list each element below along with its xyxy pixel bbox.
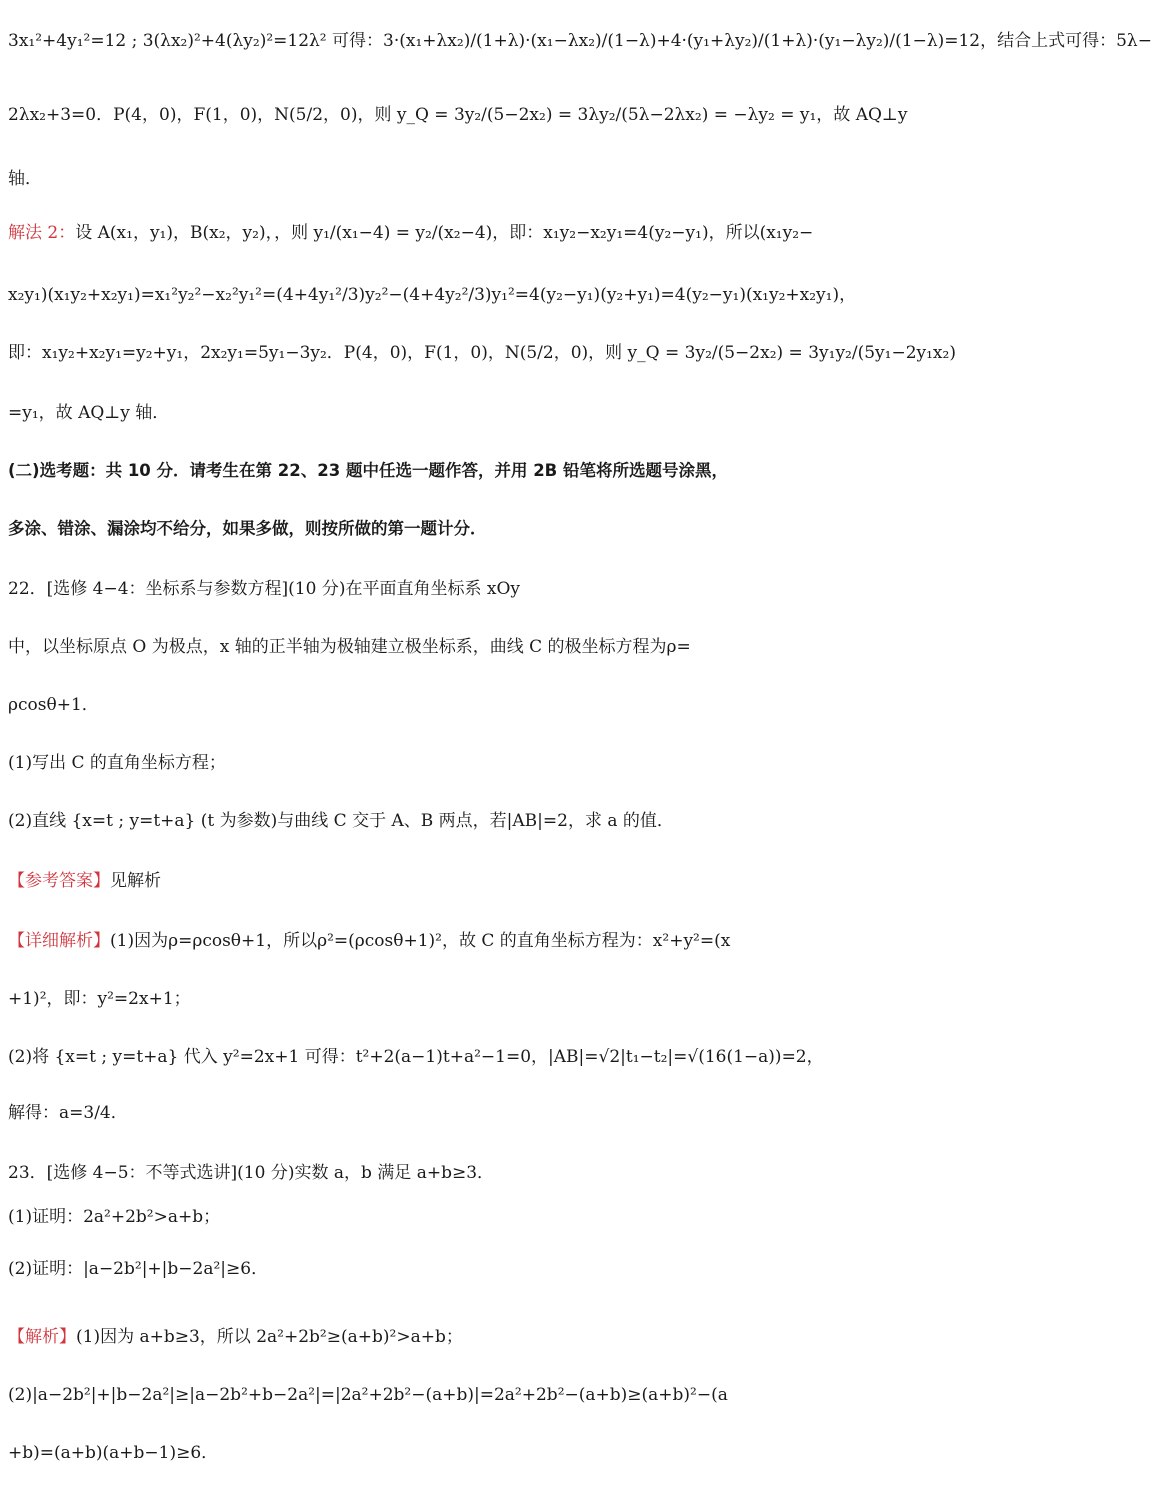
line-text: +1)²，即：y²=2x+1； (8, 989, 191, 1009)
line-text: (2)将 {x=t ; y=t+a} 代入 y²=2x+1 可得：t²+2(a−1)t+a²−1=0，|AB|=√2|t₁−t₂|=√(16(1−a))=2， (8, 1047, 824, 1067)
text-line (8, 1046, 824, 1068)
text-line (8, 752, 794, 774)
question-title (8, 1162, 794, 1184)
line-text: 多涂、错涂、漏涂均不给分，如果多做，则按所做的第一题计分． (8, 519, 487, 538)
line-text: +b)=(a+b)(a+b−1)≥6． (8, 1443, 219, 1463)
text-line (8, 104, 908, 126)
text-line (8, 342, 956, 364)
text-line (8, 1102, 794, 1124)
text-line (8, 168, 794, 190)
text-line (8, 810, 794, 832)
text-line (8, 694, 794, 716)
section-heading (8, 460, 794, 482)
line-text: x₂y₁)(x₁y₂+x₂y₁)=x₁²y₂²−x₂²y₁²=(4+4y₁²/3)y₂²−(4+4y₂²/3)y₁²=4(y₂−y₁)(y₂+y₁)=4(y₂−y₁)(x₁y₂+x₂y₁)， (8, 285, 857, 305)
line-text: (1)因为 a+b≥3，所以 2a²+2b²≥(a+b)²>a+b； (76, 1327, 463, 1347)
text-line (8, 988, 794, 1010)
detailed-solution-label: 【详细解析】 (8, 931, 110, 951)
line-text: 中，以坐标原点 O 为极点，x 轴的正半轴为极轴建立极坐标系，曲线 C 的极坐标方程为ρ= (8, 637, 691, 657)
answer-label: 【参考答案】 (8, 871, 110, 891)
line-text: 设 A(x₁，y₁)，B(x₂，y₂)，，则 y₁/(x₁−4) = y₂/(x₂−4)，即：x₁y₂−x₂y₁=4(y₂−y₁)，所以(x₁y₂− (75, 223, 814, 243)
line-text: 23．[选修 4−5：不等式选讲](10 分)实数 a，b 满足 a+b≥3． (8, 1163, 495, 1183)
line-text: ρcosθ+1． (8, 695, 99, 715)
text-line (8, 870, 794, 892)
text-line (8, 1384, 794, 1406)
text-line (8, 402, 794, 424)
line-text: 2λx₂+3=0．P(4，0)，F(1，0)，N(5/2，0)，则 y_Q = 3y₂/(5−2x₂) = 3λy₂/(5λ−2λx₂) = −λy₂ = y₁，故 AQ⊥y (8, 105, 908, 125)
text-line (8, 222, 814, 244)
line-text: (2)证明：|a−2b²|+|b−2a²|≥6． (8, 1259, 269, 1279)
line-text: (1)写出 C 的直角坐标方程； (8, 753, 226, 773)
line-text: 22．[选修 4−4：坐标系与参数方程](10 分)在平面直角坐标系 xOy (8, 579, 521, 599)
text-line (8, 636, 794, 658)
line-text: 解得：a=3/4． (8, 1103, 128, 1123)
line-text: 即：x₁y₂+x₂y₁=y₂+y₁，2x₂y₁=5y₁−3y₂．P(4，0)，F(1，0)，N(5/2，0)，则 y_Q = 3y₂/(5−2x₂) = 3y₁y₂/(5y₁−2y₁x₂) (8, 343, 956, 363)
analysis-label: 【解析】 (8, 1327, 76, 1347)
line-text: 3x₁²+4y₁²=12 ; 3(λx₂)²+4(λy₂)²=12λ² 可得：3·(x₁+λx₂)/(1+λ)·(x₁−λx₂)/(1−λ)+4·(y₁+λy₂)/(1+λ)·(y₁−λy₂)/(1−λ)=12，结合上式可得：5λ− (8, 31, 1152, 51)
text-line (8, 284, 857, 306)
text-line (8, 1206, 794, 1228)
text-line (8, 30, 1152, 52)
solution-label: 解法 2： (8, 223, 76, 243)
line-text: (2)直线 {x=t ; y=t+a} (t 为参数)与曲线 C 交于 A、B 两点，若|AB|=2，求 a 的值． (8, 811, 674, 831)
line-text: 轴． (8, 169, 42, 189)
section-heading (8, 518, 794, 540)
line-text: 见解析 (110, 871, 161, 891)
line-text: (2)|a−2b²|+|b−2a²|≥|a−2b²+b−2a²|=|2a²+2b²−(a+b)|=2a²+2b²−(a+b)≥(a+b)²−(a (8, 1385, 728, 1405)
line-text: (1)因为ρ=ρcosθ+1，所以ρ²=(ρcosθ+1)²，故 C 的直角坐标方程为：x²+y²=(x (110, 931, 731, 951)
line-text: (1)证明：2a²+2b²>a+b； (8, 1207, 221, 1227)
text-line (8, 930, 794, 952)
line-text: =y₁，故 AQ⊥y 轴． (8, 403, 170, 423)
text-line (8, 1326, 794, 1348)
text-line (8, 1442, 794, 1464)
text-line (8, 1258, 794, 1280)
question-title (8, 578, 794, 600)
line-text: (二)选考题：共 10 分．请考生在第 22、23 题中任选一题作答，并用 2B 铅笔将所选题号涂黑， (8, 461, 728, 480)
